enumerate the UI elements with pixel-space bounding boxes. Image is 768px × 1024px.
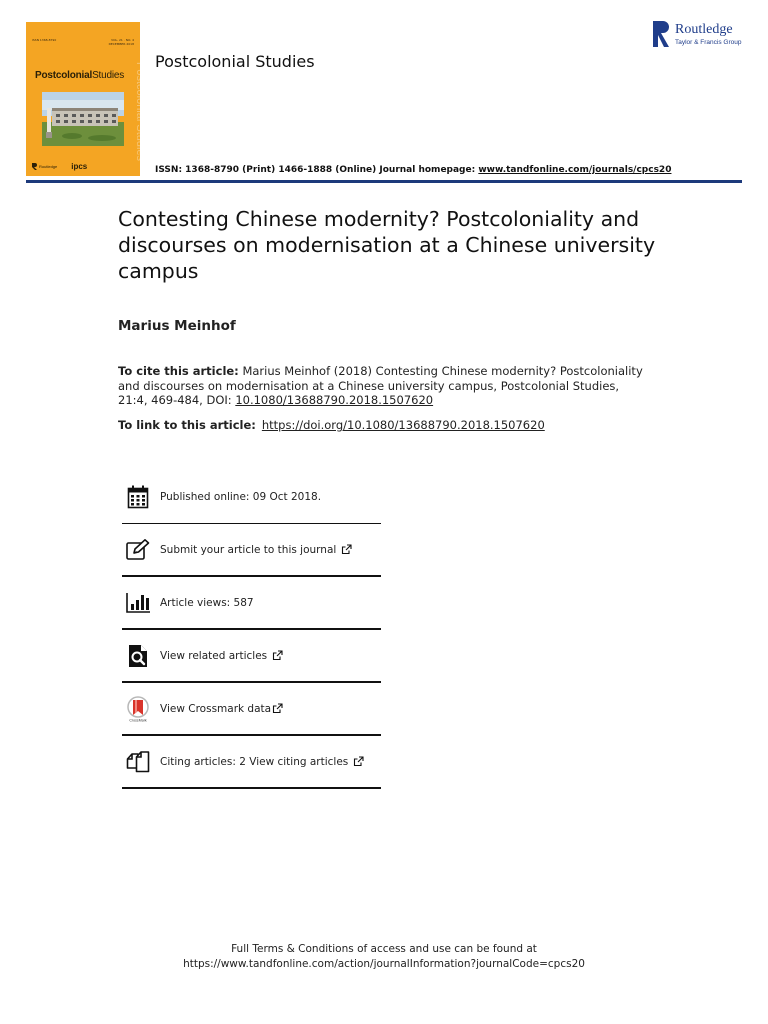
- external-link-icon: [353, 756, 364, 767]
- crossmark-item[interactable]: [122, 683, 381, 736]
- article-info-list: [122, 471, 381, 789]
- external-link-icon: [341, 544, 352, 555]
- cover-volume-info: VOL. 21 · NO. 4 DECEMBER 2018: [108, 38, 134, 46]
- published-online-label: Published online: 09 Oct 2018.: [160, 491, 322, 503]
- citation-text: Marius Meinhof (2018) Contesting Chinese modernity? Postcoloniality and discourses on modernisation at a Chinese university campus, Postcolonial Studies, 21:4, 469-484, DOI:: [118, 364, 643, 408]
- doi-link[interactable]: 10.1080/13688790.2018.1507620: [235, 393, 434, 408]
- article-views-label: Article views: 587: [160, 596, 254, 609]
- search-document-icon: [126, 644, 150, 668]
- citation-block: [118, 364, 648, 408]
- journal-cover: [26, 22, 146, 176]
- citing-articles-label: Citing articles: 2 View citing articles: [160, 755, 349, 768]
- edit-icon: [126, 538, 150, 562]
- terms-url[interactable]: https://www.tandfonline.com/action/journalInformation?journalCode=cpcs20: [183, 958, 585, 970]
- calendar-icon: [126, 485, 150, 509]
- article-title: Contesting Chinese modernity? Postcoloniality and discourses on modernisation at a Chinese university campus: [118, 207, 656, 283]
- related-articles-item[interactable]: [122, 630, 381, 683]
- header-divider: [26, 180, 742, 183]
- journal-name: Postcolonial Studies: [155, 52, 315, 71]
- published-online-item: [122, 471, 381, 524]
- cover-footer: [32, 160, 134, 172]
- citing-articles-icon: [126, 750, 150, 774]
- external-link-icon: [272, 650, 283, 661]
- routledge-icon: [653, 21, 670, 47]
- bar-chart-icon: [126, 591, 150, 615]
- cover-header: [32, 38, 134, 58]
- terms-footer: [0, 942, 768, 972]
- article-views-item: [122, 577, 381, 630]
- cover-title: PostcolonialStudies: [35, 70, 125, 81]
- cover-publisher: Routledge: [32, 163, 57, 170]
- cover-photo: [42, 92, 124, 146]
- article-author: Marius Meinhof: [118, 318, 236, 334]
- cover-ipcs-logo: ipcs: [71, 161, 88, 171]
- article-link-line: [118, 418, 545, 432]
- submit-article-item[interactable]: [122, 524, 381, 577]
- external-link-icon: [272, 703, 283, 714]
- issn-text: ISSN: 1368-8790 (Print) 1466-1888 (Online) Journal homepage:: [155, 165, 479, 175]
- citation-label: To cite this article:: [118, 364, 239, 378]
- cover-routledge-icon: [32, 163, 37, 170]
- publisher-logo[interactable]: [653, 21, 748, 49]
- crossmark-label: View Crossmark data: [160, 702, 272, 715]
- svg-text:CrossMark: CrossMark: [129, 718, 147, 722]
- cover-watermark-title: Postcolonial Studies: [134, 62, 146, 162]
- issn-line: [155, 165, 671, 175]
- article-url-link[interactable]: https://doi.org/10.1080/13688790.2018.1507620: [261, 418, 545, 432]
- submit-article-label: Submit your article to this journal: [160, 543, 337, 556]
- crossmark-icon: [126, 697, 150, 721]
- related-articles-label: View related articles: [160, 649, 268, 662]
- terms-text: Full Terms & Conditions of access and use can be found at: [231, 943, 537, 955]
- article-link-label: To link to this article:: [118, 418, 256, 432]
- journal-homepage-link[interactable]: www.tandfonline.com/journals/cpcs20: [478, 165, 672, 175]
- citing-articles-item[interactable]: [122, 736, 381, 789]
- publisher-group: Taylor & Francis Group: [675, 39, 742, 46]
- publisher-name: Routledge: [675, 22, 733, 37]
- cover-issn: ISSN 1368-8790: [32, 38, 57, 42]
